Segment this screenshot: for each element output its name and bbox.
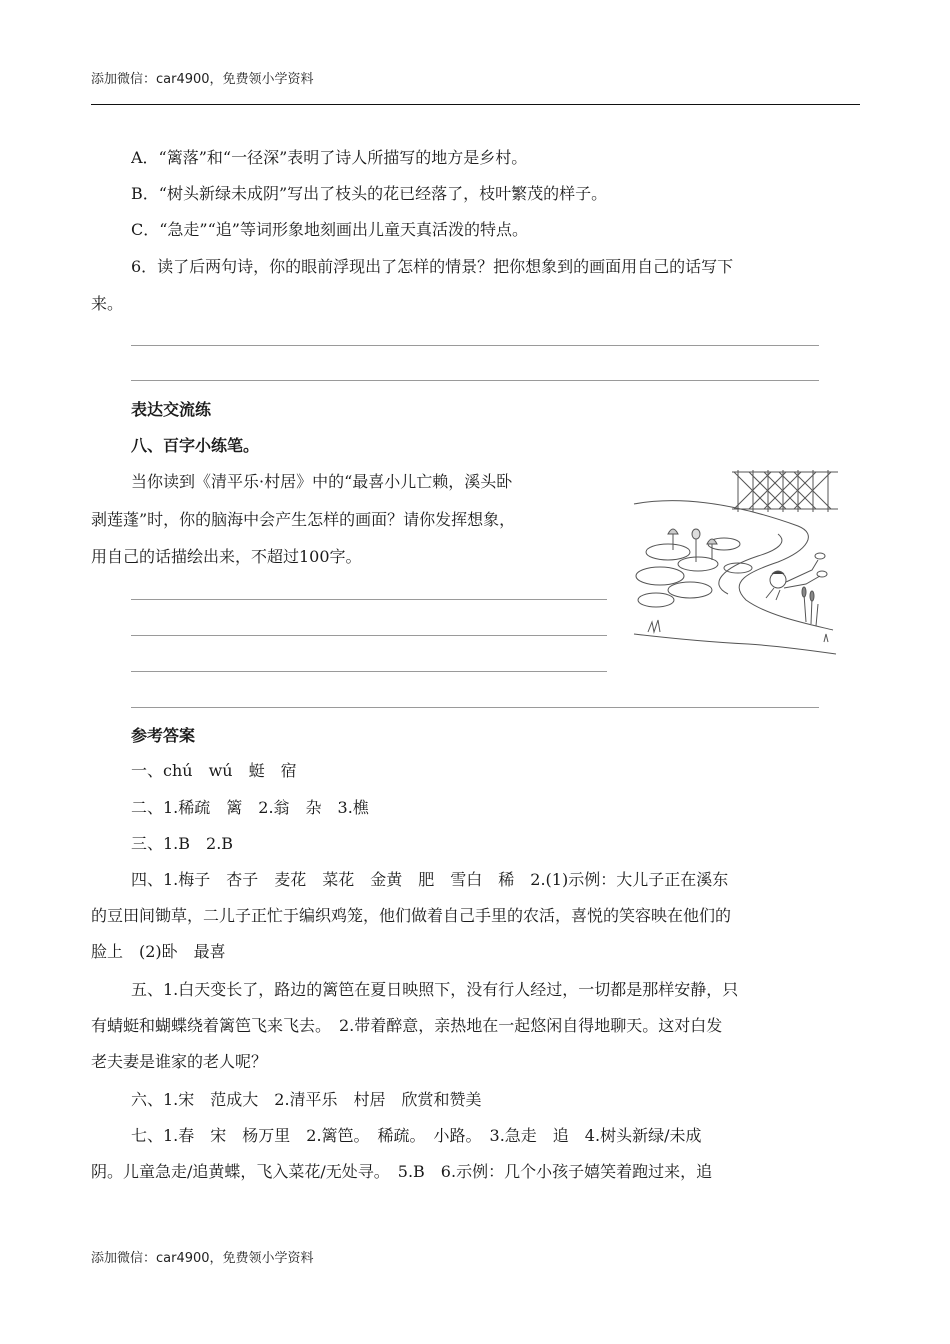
prompt-line3: 用自己的话描绘出来，不超过100字。 [91,547,362,566]
writing-line [131,380,819,381]
question-6-line1: 6．读了后两句诗，你的眼前浮现出了怎样的情景？把你想象到的画面用自己的话写下 [131,257,734,276]
section-title: 表达交流练 [131,400,212,419]
writing-line [131,671,607,672]
option-c: C．“急走”“追”等词形象地刻画出儿童天真活泼的特点。 [131,220,528,239]
answers-title: 参考答案 [131,726,196,745]
answer-7-line2: 阴。儿童急走/追黄蝶，飞入菜花/无处寻。 5.B 6.示例：几个小孩子嬉笑着跑过来，追 [91,1162,713,1181]
fence-icon [732,470,838,512]
header-divider [91,104,860,105]
answer-3: 三、1.B 2.B [131,834,234,853]
writing-line [131,635,607,636]
answer-4-line1: 四、1.梅子 杏子 麦花 菜花 金黄 肥 雪白 稀 2.(1)示例：大儿子正在溪东 [131,870,729,889]
writing-line [131,345,819,346]
child-icon [766,553,827,600]
answer-5-line2: 有蜻蜓和蝴蝶绕着篱笆飞来飞去。 2.带着醉意，亲热地在一起悠闲自得地聊天。这对白发 [91,1016,723,1035]
option-b: B．“树头新绿未成阴”写出了枝头的花已经落了，枝叶繁茂的样子。 [131,184,608,203]
answer-7-line1: 七、1.春 宋 杨万里 2.篱笆。 稀疏。 小路。 3.急走 追 4.树头新绿/未成 [131,1126,702,1145]
page-footer: 添加微信：car4900，免费领小学资料 [91,1251,314,1266]
answer-6: 六、1.宋 范成大 2.清平乐 村居 欣赏和赞美 [131,1090,482,1109]
prompt-line1: 当你读到《清平乐·村居》中的“最喜小儿亡赖，溪头卧 [131,472,513,491]
answer-4-line3: 脸上 (2)卧 最喜 [91,942,226,961]
question-6-line2: 来。 [91,294,124,313]
writing-line [131,707,819,708]
answer-5-line3: 老夫妻是谁家的老人呢？ [91,1052,268,1071]
illustration-child-lotus-pond [628,464,838,658]
answer-5-line1: 五、1.白天变长了，路边的篱笆在夏日映照下，没有行人经过，一切都是那样安静，只 [131,980,739,999]
page-header: 添加微信：car4900，免费领小学资料 [91,72,314,87]
option-a: A．“篱落”和“一径深”表明了诗人所描写的地方是乡村。 [131,148,528,167]
answer-1: 一、chú wú 蜓 宿 [131,761,297,780]
section-subtitle: 八、百字小练笔。 [131,436,260,455]
writing-line [131,599,607,600]
answer-2: 二、1.稀疏 篱 2.翁 杂 3.樵 [131,798,369,817]
answer-4-line2: 的豆田间锄草，二儿子正忙于编织鸡笼，他们做着自己手里的农活，喜悦的笑容映在他们的 [91,906,732,925]
prompt-line2: 剥莲蓬”时，你的脑海中会产生怎样的画面？请你发挥想象， [91,510,516,529]
